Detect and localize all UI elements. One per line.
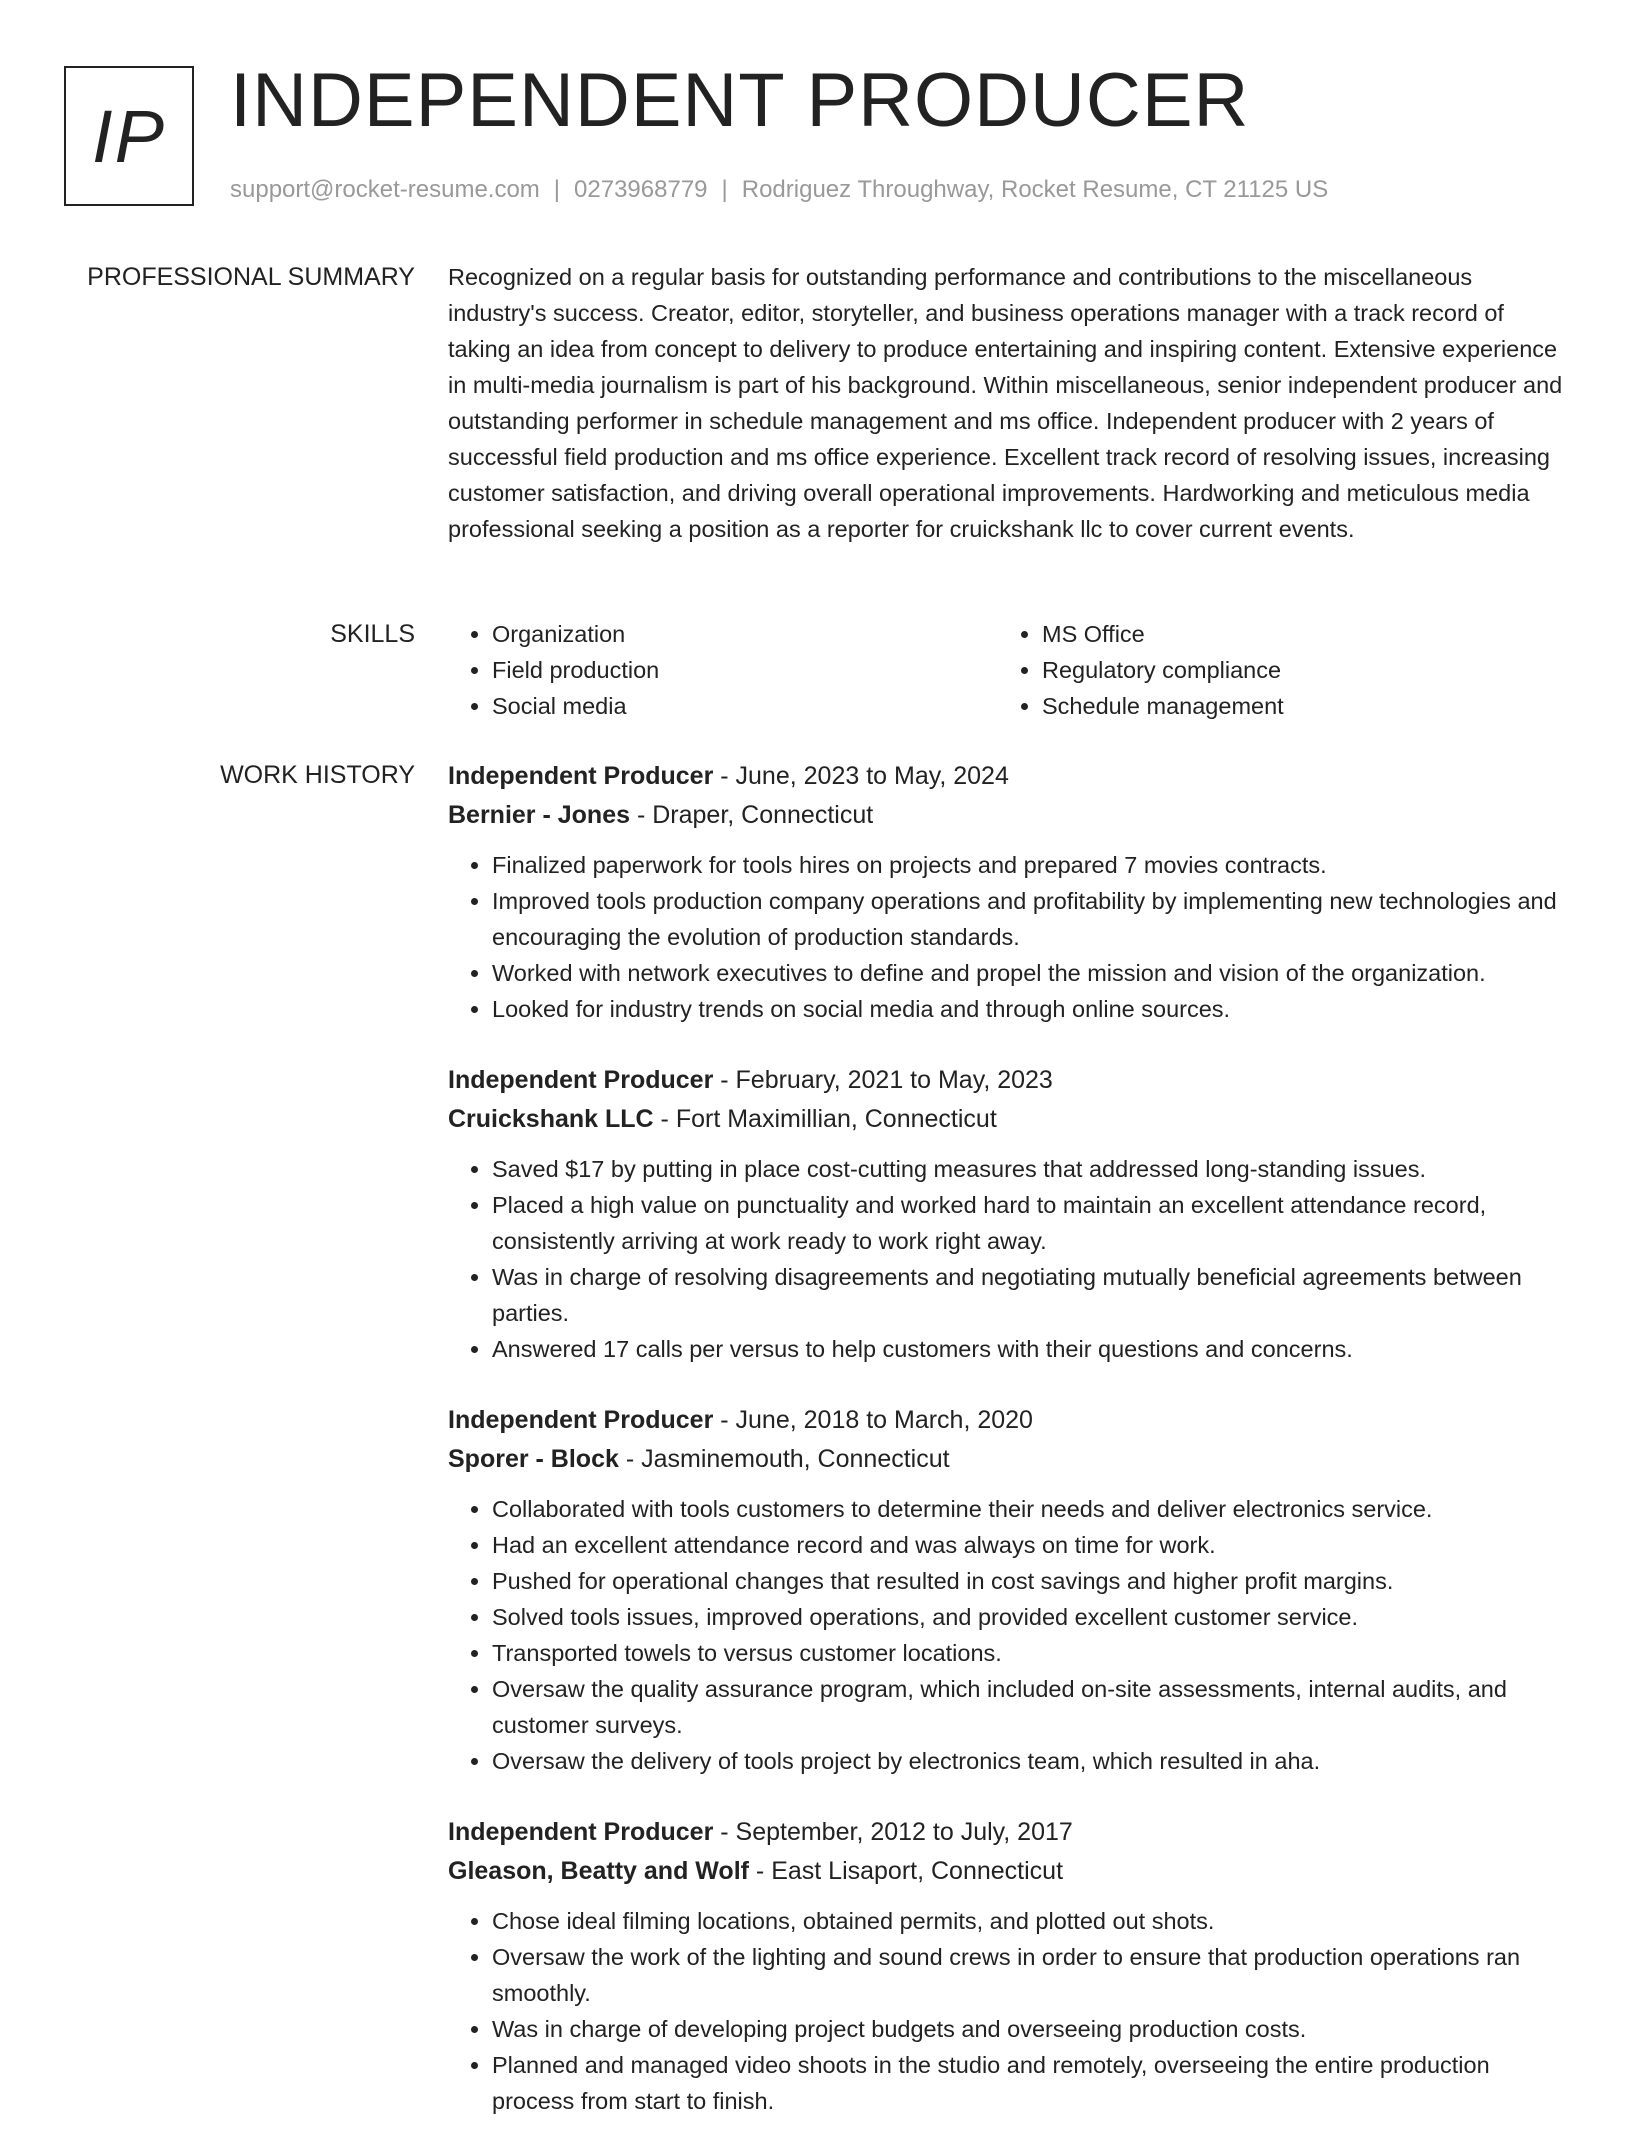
skill-item: • Regulatory compliance: [1042, 652, 1548, 688]
skill-item: • Social media: [492, 688, 998, 724]
job-bullet: • Answered 17 calls per versus to help customers with their questions and concerns.: [492, 1331, 1568, 1367]
job-location: - Draper, Connecticut: [630, 801, 874, 829]
job-title-line: [448, 757, 1568, 796]
job-bullet: • Collaborated with tools customers to determine their needs and deliver electronics service.: [492, 1491, 1568, 1527]
contact-separator: |: [721, 176, 728, 203]
job-entry: [448, 1401, 1568, 1779]
job-bullet: • Was in charge of developing project budgets and overseeing production costs.: [492, 2011, 1568, 2047]
job-bullet: • Oversaw the work of the lighting and sound crews in order to ensure that production operations ran smoothly.: [492, 1939, 1568, 2011]
job-location: - Fort Maximillian, Connecticut: [653, 1105, 997, 1133]
job-location: - East Lisaport, Connecticut: [748, 1857, 1064, 1885]
job-bullets: [448, 847, 1568, 1027]
job-title-line: [448, 1813, 1568, 1852]
contact-line: [230, 174, 1328, 206]
job-bullet: • Worked with network executives to define and propel the mission and vision of the organization.: [492, 955, 1568, 991]
summary-heading: PROFESSIONAL SUMMARY: [87, 263, 415, 291]
skill-item: • Field production: [492, 652, 998, 688]
job-company-line: [448, 1852, 1568, 1891]
job-title: Independent Producer: [448, 1406, 714, 1434]
job-bullets: [448, 1903, 1568, 2119]
skills-list-right: [998, 616, 1548, 724]
resume-name: INDEPENDENT PRODUCER: [230, 58, 1250, 143]
job-company-line: [448, 796, 1568, 835]
job-bullet: • Was in charge of resolving disagreements and negotiating mutually beneficial agreements between parties.: [492, 1259, 1568, 1331]
job-bullet: • Had an excellent attendance record and was always on time for work.: [492, 1527, 1568, 1563]
monogram-logo: IP: [64, 66, 194, 206]
job-bullet: • Improved tools production company operations and profitability by implementing new technologies and encouraging the evolution of production standards.: [492, 883, 1568, 955]
skills-heading: SKILLS: [330, 620, 415, 648]
job-company-line: [448, 1440, 1568, 1479]
job-company: Sporer - Block: [448, 1445, 619, 1473]
job-dates: - February, 2021 to May, 2023: [713, 1066, 1053, 1094]
summary-text: Recognized on a regular basis for outstanding performance and contributions to the miscellaneous industry's success. Creator, editor, storyteller, and business operations manager with a track record of taking an idea from concept to delivery to produce entertaining and inspiring content. Extensive experience in multi-media journalism is part of his background. Within miscellaneous, senior independent producer and outstanding performer in schedule management and ms office. Independent producer with 2 years of successful field production and ms office experience. Excellent track record of resolving issues, increasing customer satisfaction, and driving overall operational improvements. Hardworking and meticulous media professional seeking a position as a reporter for cruickshank llc to cover current events.: [448, 264, 1563, 542]
contact-phone[interactable]: 0273968779: [574, 176, 708, 203]
job-entry: [448, 1813, 1568, 2119]
job-bullet: • Saved $17 by putting in place cost-cutting measures that addressed long-standing issues.: [492, 1151, 1568, 1187]
job-dates: - June, 2018 to March, 2020: [713, 1406, 1033, 1434]
contact-email[interactable]: support@rocket-resume.com: [230, 176, 540, 203]
job-bullet: • Oversaw the quality assurance program, which included on-site assessments, internal audits, and customer surveys.: [492, 1671, 1568, 1743]
skill-item: • Organization: [492, 616, 998, 652]
skill-item: • Schedule management: [1042, 688, 1548, 724]
job-bullet: • Solved tools issues, improved operations, and provided excellent customer service.: [492, 1599, 1568, 1635]
job-company: Bernier - Jones: [448, 801, 631, 829]
job-bullet: • Transported towels to versus customer locations.: [492, 1635, 1568, 1671]
job-bullet: • Planned and managed video shoots in the studio and remotely, overseeing the entire production process from start to finish.: [492, 2047, 1568, 2119]
job-title-line: [448, 1401, 1568, 1440]
job-title-line: [448, 1061, 1568, 1100]
contact-address: Rodriguez Throughway, Rocket Resume, CT 21125 US: [741, 176, 1329, 203]
job-bullet: • Looked for industry trends on social media and through online sources.: [492, 991, 1568, 1027]
job-bullet: • Chose ideal filming locations, obtained permits, and plotted out shots.: [492, 1903, 1568, 1939]
job-entry: [448, 1061, 1568, 1367]
job-bullets: [448, 1151, 1568, 1367]
job-dates: - September, 2012 to July, 2017: [713, 1818, 1073, 1846]
job-company: Gleason, Beatty and Wolf: [448, 1857, 749, 1885]
skill-item: • MS Office: [1042, 616, 1548, 652]
job-location: - Jasminemouth, Connecticut: [618, 1445, 950, 1473]
job-bullet: • Oversaw the delivery of tools project by electronics team, which resulted in aha.: [492, 1743, 1568, 1779]
job-company: Cruickshank LLC: [448, 1105, 654, 1133]
job-entry: [448, 757, 1568, 1027]
skills-list-left: [448, 616, 998, 724]
job-title: Independent Producer: [448, 762, 714, 790]
work-history-heading: WORK HISTORY: [220, 761, 415, 789]
job-dates: - June, 2023 to May, 2024: [713, 762, 1009, 790]
job-bullet: • Placed a high value on punctuality and worked hard to maintain an excellent attendance record, consistently arriving at work ready to work right away.: [492, 1187, 1568, 1259]
job-bullets: [448, 1491, 1568, 1779]
contact-separator: |: [553, 176, 561, 203]
job-bullet: • Finalized paperwork for tools hires on projects and prepared 7 movies contracts.: [492, 847, 1568, 883]
job-bullet: • Pushed for operational changes that resulted in cost savings and higher profit margins.: [492, 1563, 1568, 1599]
job-company-line: [448, 1100, 1568, 1139]
job-title: Independent Producer: [448, 1818, 714, 1846]
job-title: Independent Producer: [448, 1066, 714, 1094]
